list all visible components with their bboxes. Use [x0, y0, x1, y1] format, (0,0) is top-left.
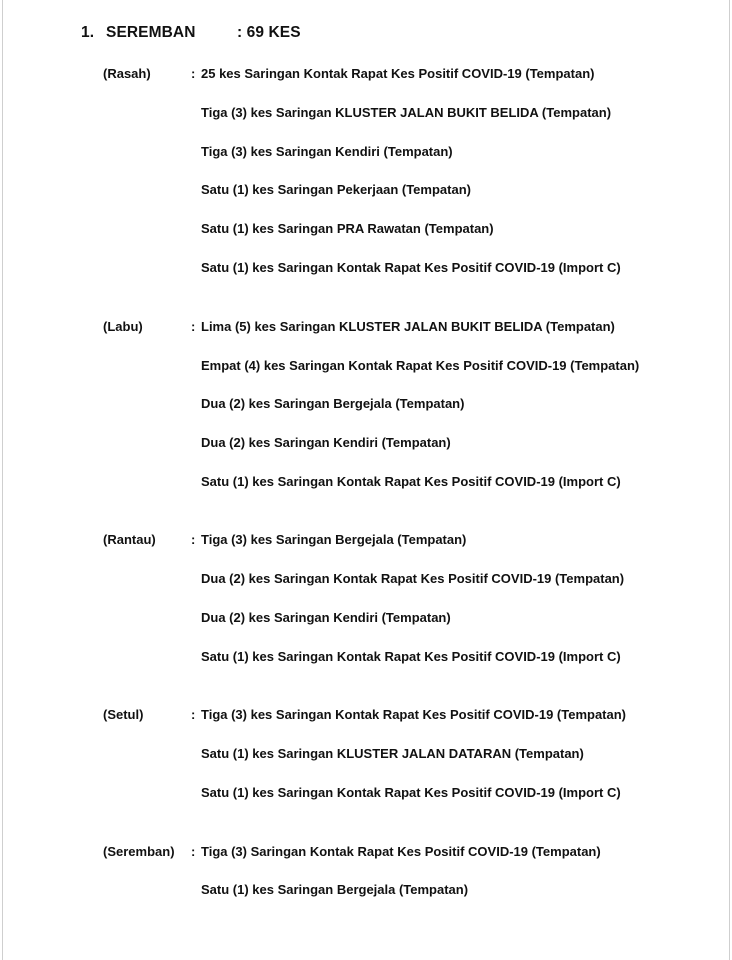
case-entry: Dua (2) kes Saringan Kontak Rapat Kes Positif COVID-19 (Tempatan) [201, 571, 625, 586]
colon-separator: : [191, 66, 196, 81]
area-label: (Rantau) [103, 532, 156, 547]
area-label: (Seremban) [103, 844, 175, 859]
case-entry: Satu (1) kes Saringan Kontak Rapat Kes Positif COVID-19 (Import C) [201, 474, 621, 489]
colon-separator: : [191, 844, 196, 859]
case-entry: Satu (1) kes Saringan KLUSTER JALAN DATARAN (Tempatan) [201, 746, 584, 761]
case-entry: Dua (2) kes Saringan Kendiri (Tempatan) [201, 610, 451, 625]
case-entry: Tiga (3) kes Saringan Kendiri (Tempatan) [201, 144, 453, 159]
case-entry: Satu (1) kes Saringan Bergejala (Tempatan) [201, 882, 469, 897]
case-entry: Satu (1) kes Saringan Kontak Rapat Kes Positif COVID-19 (Import C) [201, 649, 621, 664]
colon-separator: : [191, 707, 196, 722]
area-label: (Rasah) [103, 66, 151, 81]
colon-separator: : [191, 532, 196, 547]
heading-number: 1. [81, 24, 95, 41]
area-label: (Labu) [103, 319, 143, 334]
case-entry: Empat (4) kes Saringan Kontak Rapat Kes Positif COVID-19 (Tempatan) [201, 358, 640, 373]
case-entry: Satu (1) kes Saringan Kontak Rapat Kes Positif COVID-19 (Import C) [201, 260, 621, 275]
district-name: SEREMBAN [106, 24, 196, 41]
case-entry: Satu (1) kes Saringan Kontak Rapat Kes Positif COVID-19 (Import C) [201, 785, 621, 800]
district-case-count: : 69 KES [237, 24, 301, 41]
case-entry: Tiga (3) kes Saringan KLUSTER JALAN BUKIT BELIDA (Tempatan) [201, 105, 612, 120]
case-entry: Dua (2) kes Saringan Bergejala (Tempatan) [201, 396, 465, 411]
colon-separator: : [191, 319, 196, 334]
case-entry: Satu (1) kes Saringan Pekerjaan (Tempatan) [201, 182, 471, 197]
case-entry: Tiga (3) kes Saringan Bergejala (Tempatan) [201, 532, 467, 547]
case-entry: Lima (5) kes Saringan KLUSTER JALAN BUKIT BELIDA (Tempatan) [201, 319, 615, 334]
document-page [2, 0, 730, 960]
case-entry: Tiga (3) kes Saringan Kontak Rapat Kes Positif COVID-19 (Tempatan) [201, 707, 627, 722]
case-entry: 25 kes Saringan Kontak Rapat Kes Positif COVID-19 (Tempatan) [201, 66, 595, 81]
area-label: (Setul) [103, 707, 144, 722]
case-entry: Satu (1) kes Saringan PRA Rawatan (Tempatan) [201, 221, 494, 236]
case-entry: Tiga (3) Saringan Kontak Rapat Kes Positif COVID-19 (Tempatan) [201, 844, 601, 859]
case-entry: Dua (2) kes Saringan Kendiri (Tempatan) [201, 435, 451, 450]
